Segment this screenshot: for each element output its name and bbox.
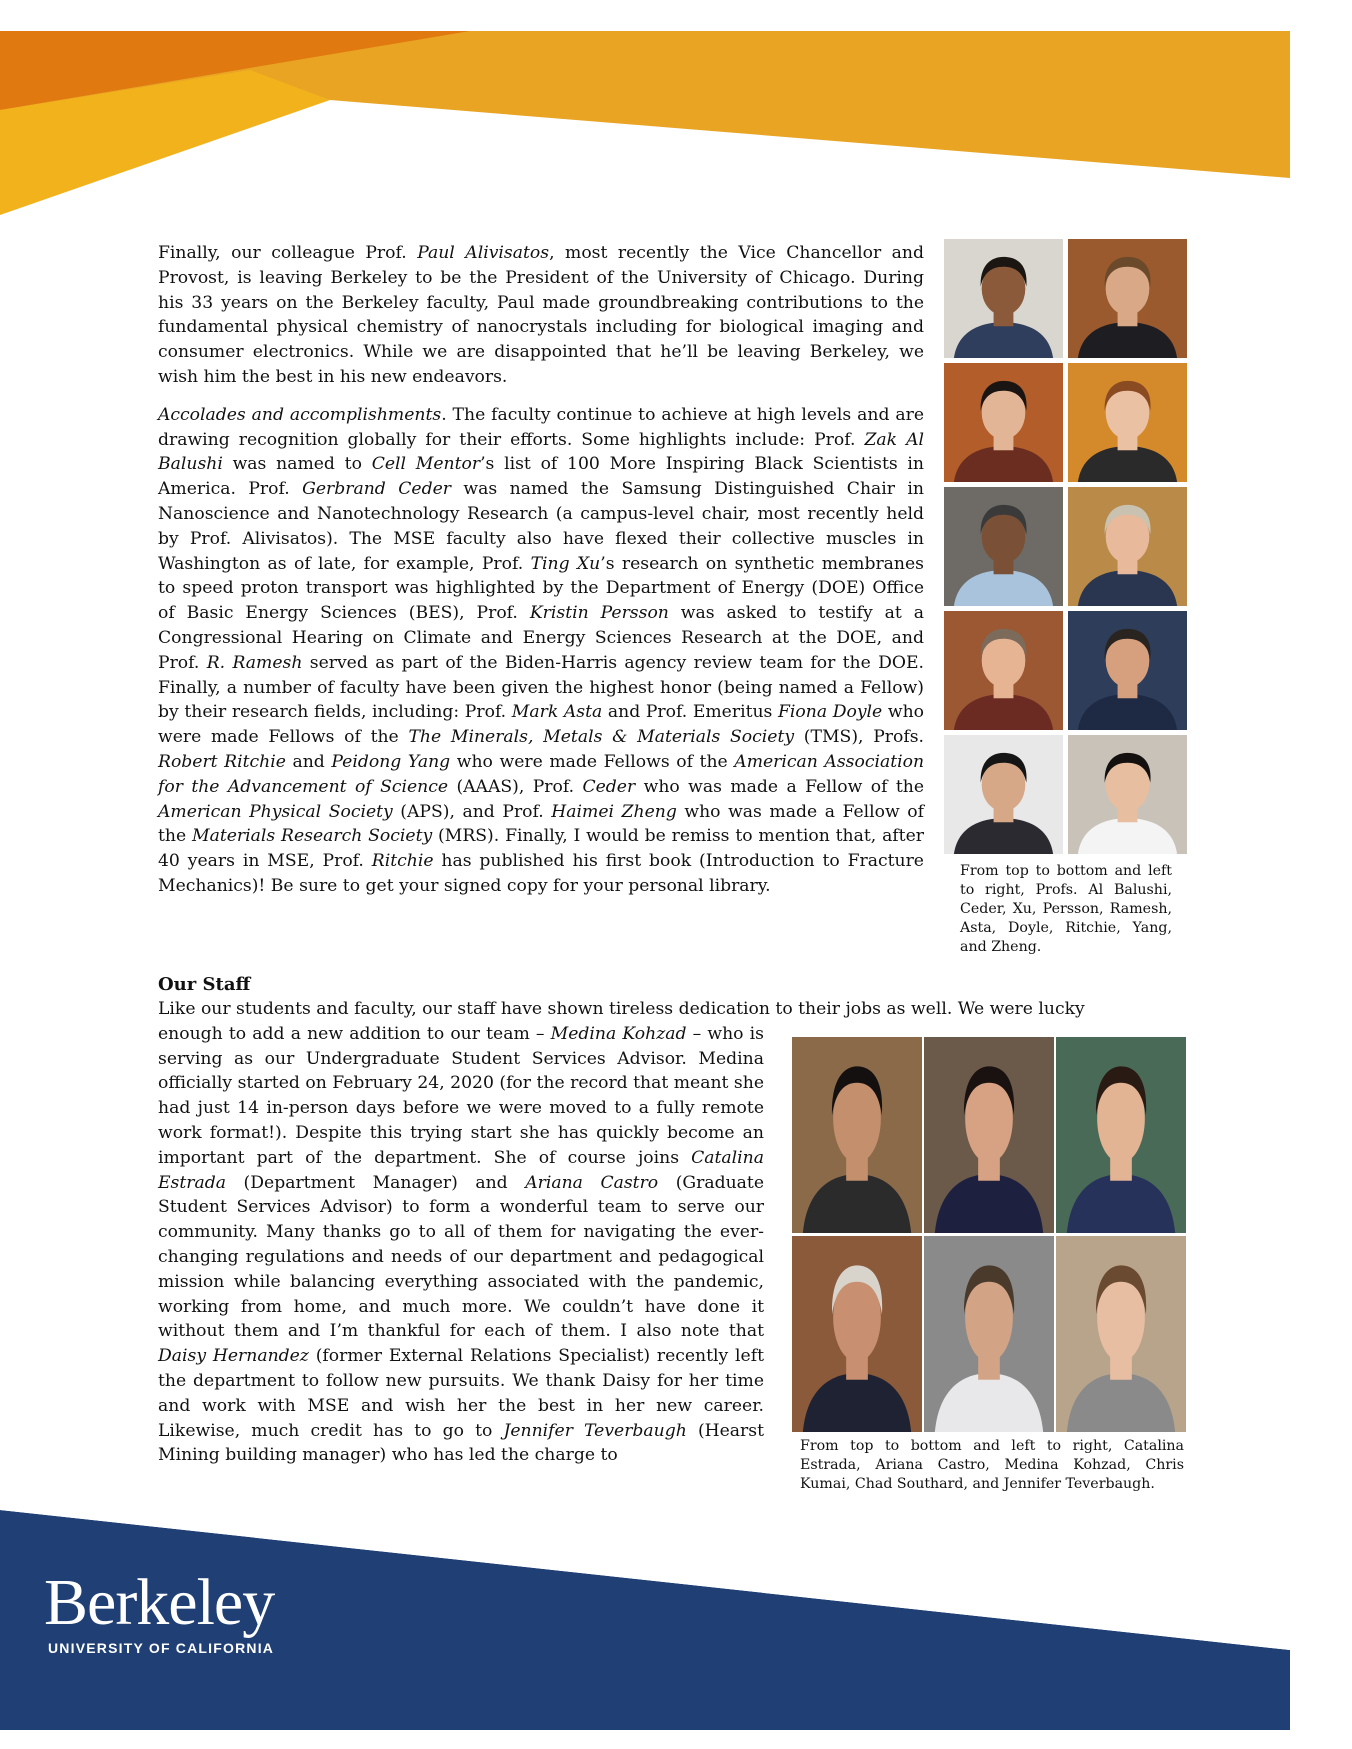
portrait-persson [1068, 363, 1187, 482]
portrait-asta [1068, 487, 1187, 606]
accolades-heading: Accolades and accomplishments [158, 404, 442, 425]
portrait-zheng [1068, 735, 1187, 854]
alivisatos-paragraph: Finally, our colleague Prof. Paul Alivisatos, most recently the Vice Chancellor and Provost, is leaving Berkeley to be the President of the University of Chicago. During his 33 years on the Berkeley faculty, Paul made groundbreaking contributions to the fundamental physical chemistry of nanocrystals including for biological imaging and consumer electronics. While we are disappointed that he’ll be leaving Berkeley, we wish him the best in his new endeavors. [158, 243, 924, 387]
portrait-ritchie [1068, 611, 1187, 730]
portrait-ceder [1068, 239, 1187, 358]
faculty-photo-caption: From top to bottom and left to right, Profs. Al Balushi, Ceder, Xu, Persson, Ramesh, Asta, Doyle, Ritchie, Yang, and Zheng. [960, 863, 1172, 955]
portrait-al-balushi [944, 239, 1063, 358]
portrait-ramesh [944, 487, 1063, 606]
portrait-chad-southard [924, 1236, 1054, 1432]
faculty-news-text [158, 241, 924, 912]
accolades-paragraph: Accolades and accomplishments. The faculty continue to achieve at high levels and are drawing recognition globally for their efforts. Some highlights include: Prof. Zak Al Balushi was named to Cell Mentor’s list of 100 More Inspiring Black Scientists in America. Prof. Gerbrand Ceder was named the Samsung Distinguished Chair in Nanoscience and Nanotechnology Research (a campus-level chair, most recently held by Prof. Alivisatos). The MSE faculty also have flexed their collective muscles in Washington as of late, for example, Prof. Ting Xu’s research on synthetic membranes to speed proton transport was highlighted by the Department of Energy (DOE) Office of Basic Energy Sciences (BES), Prof. Kristin Persson was asked to testify at a Congressional Hearing on Climate and Energy Sciences Research at the DOE, and Prof. R. Ramesh served as part of the Biden-Harris agency review team for the DOE. Finally, a number of faculty have been given the highest honor (being named a Fellow) by their research fields, including: Prof. Mark Asta and Prof. Emeritus Fiona Doyle who were made Fellows of the The Minerals, Metals & Materials Society (TMS), Profs. Robert Ritchie and Peidong Yang who were made Fellows of the American Association for the Advancement of Science (AAAS), Prof. Ceder who was made a Fellow of the American Physical Society (APS), and Prof. Haimei Zheng who was made a Fellow of the Materials Research Society (MRS). Finally, I would be remiss to mention that, after 40 years in MSE, Prof. Ritchie has published his first book (Introduction to Fracture Mechanics)! Be sure to get your signed copy for your personal library. [158, 404, 925, 896]
portrait-chris-kumai [792, 1236, 922, 1432]
portrait-jennifer-teverbaugh [1056, 1236, 1186, 1432]
portrait-xu [944, 363, 1063, 482]
staff-lead-line: Like our students and faculty, our staff have shown tireless dedication to their jobs as well. We were lucky [158, 999, 1085, 1019]
berkeley-logo-word: Berkeley [44, 1566, 275, 1639]
portrait-doyle [944, 611, 1063, 730]
portrait-medina-kohzad [1056, 1037, 1186, 1233]
portrait-ariana-castro [924, 1037, 1054, 1233]
staff-heading: Our Staff [158, 974, 251, 995]
portrait-yang [944, 735, 1063, 854]
top-banner [0, 0, 1352, 230]
portrait-catalina-estrada [792, 1037, 922, 1233]
staff-photo-caption: From top to bottom and left to right, Catalina Estrada, Ariana Castro, Medina Kohzad, Chris Kumai, Chad Southard, and Jennifer Teverbaugh. [800, 1438, 1184, 1492]
berkeley-logo-subtitle: UNIVERSITY OF CALIFORNIA [48, 1640, 275, 1656]
staff-paragraph: enough to add a new addition to our team – Medina Kohzad – who is serving as our Undergraduate Student Services Advisor. Medina officially started on February 24, 2020 (for the record that meant she had just 14 in-person days before we were moved to a fully remote work format!). Despite this trying start she has quickly become an important part of the department. She of course joins Catalina Estrada (Department Manager) and Ariana Castro (Graduate Student Services Advisor) to form a wonderful team to serve our community. Many thanks go to all of them for navigating the ever-changing regulations and needs of our department and pedagogical mission while balancing everything associated with the pandemic, working from home, and much more. We couldn’t have done it without them and I’m thankful for each of them. I also note that Daisy Hernandez (former External Relations Specialist) recently left the department to follow new pursuits. We thank Daisy for her time and work with MSE and wish her the best in her new career. Likewise, much credit has to go to Jennifer Teverbaugh (Hearst Mining building manager) who has led the charge to [158, 1023, 765, 1466]
